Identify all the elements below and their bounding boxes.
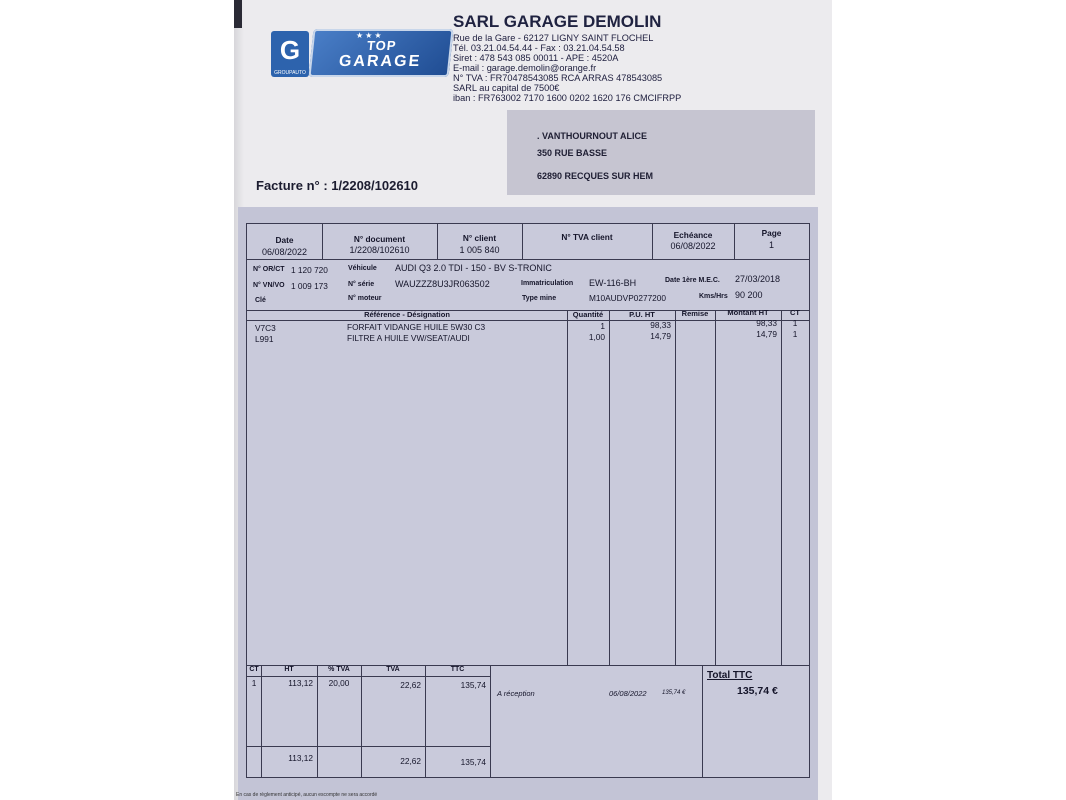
tax-tva-value: 22,62 (400, 680, 421, 690)
customer-street: 350 RUE BASSE (537, 148, 608, 158)
date-label: Date (275, 235, 294, 245)
due-value: 06/08/2022 (670, 241, 716, 251)
line-pu: 98,33 (650, 320, 671, 330)
doc-value: 1/2208/102610 (349, 245, 410, 255)
header-bottom-line (247, 259, 809, 260)
col-ref-header: Référence - Désignation (364, 310, 450, 319)
tax-tva-label: TVA (386, 666, 400, 673)
customer-name: . VANTHOURNOUT ALICE (537, 131, 647, 141)
client-value: 1 005 840 (459, 245, 500, 255)
kms-value: 90 200 (735, 290, 763, 300)
immat-value: EW-116-BH (589, 278, 637, 288)
line-montant: 14,79 (756, 329, 777, 339)
col-montant-header: Montant HT (727, 308, 769, 317)
tax-sep (490, 665, 491, 777)
company-iban: iban : FR763002 7170 1600 0202 1620 176 CMCIFRPP (453, 93, 682, 103)
company-address: Rue de la Gare - 62127 LIGNY SAINT FLOCHEL (453, 33, 654, 43)
reception-date: 06/08/2022 (609, 689, 647, 698)
invoice-title: Facture n° : 1/2208/102610 (256, 178, 419, 193)
company-email: E-mail : garage.demolin@orange.fr (453, 63, 597, 73)
company-name: SARL GARAGE DEMOLIN (453, 12, 662, 31)
logo-line2: GARAGE (338, 53, 423, 70)
line-montant: 98,33 (756, 318, 777, 328)
mine-label: Type mine (522, 295, 557, 302)
tax-sum-ttc: 135,74 (460, 757, 486, 767)
vn-value: 1 009 173 (291, 281, 328, 291)
company-capital: SARL au capital de 7500€ (453, 83, 560, 93)
tax-ht-label: HT (284, 666, 294, 673)
line-ref: L991 (255, 334, 274, 344)
vehicle-value: AUDI Q3 2.0 TDI - 150 - BV S-TRONIC (395, 263, 552, 273)
total-ttc-value: 135,74 € (737, 685, 778, 697)
reception-amount: 135,74 € (662, 690, 686, 696)
client-label: N° client (462, 233, 497, 243)
col-sep-ct (781, 310, 782, 665)
cle-label: Clé (255, 297, 266, 304)
vehicle-label: Véhicule (348, 265, 377, 272)
col-sep-remise (675, 310, 676, 665)
company-siret: Siret : 478 543 085 00011 - APE : 4520A (453, 53, 619, 63)
date-value: 06/08/2022 (261, 247, 308, 257)
reception-label: A réception (497, 689, 535, 698)
logo-stars-icon: ★★★ (356, 31, 384, 40)
total-ttc-label: Total TTC (707, 670, 753, 681)
tax-ct-value: 1 (251, 678, 257, 688)
tax-sum-tva: 22,62 (400, 756, 421, 766)
tax-ct-label: CT (249, 666, 259, 673)
col-sep-qty (567, 310, 568, 665)
immat-label: Immatriculation (521, 280, 574, 287)
tax-pct-value: 20,00 (328, 678, 350, 688)
groupauto-logo (271, 31, 309, 77)
line-qty: 1 (600, 321, 605, 331)
tax-header-bottom (247, 676, 490, 677)
logo-badge-letter: G (279, 35, 301, 65)
logo-badge-sub: GROUPAUTO (274, 70, 306, 76)
col-sep-montant (715, 310, 716, 665)
col-sep-pu (609, 310, 610, 665)
col-remise-header: Remise (681, 309, 709, 318)
company-tva: N° TVA : FR70478543085 RCA ARRAS 478543085 (453, 73, 663, 83)
serie-label: N° série (348, 281, 375, 288)
page-value: 1 (768, 240, 774, 250)
mec-value: 27/03/2018 (735, 274, 781, 284)
vn-label: N° VN/VO (253, 282, 285, 289)
customer-city: 62890 RECQUES SUR HEM (537, 171, 654, 181)
invoice-grid (246, 223, 810, 778)
line-designation: FORFAIT VIDANGE HUILE 5W30 C3 (347, 322, 486, 332)
line-pu: 14,79 (650, 331, 671, 341)
tax-ttc-label: TTC (450, 666, 465, 673)
line-ref: V7C3 (255, 323, 276, 333)
tva-client-label: N° TVA client (561, 232, 613, 242)
mec-label: Date 1ère M.E.C. (665, 277, 720, 284)
doc-label: N° document (353, 234, 406, 244)
tax-ht-value: 113,12 (288, 678, 313, 688)
line-ct: 1 (792, 329, 798, 339)
line-ct: 1 (792, 318, 798, 328)
kms-label: Kms/Hrs (699, 293, 728, 300)
total-sep (702, 665, 703, 777)
footer-fine-print: En cas de règlement anticipé, aucun escompte ne sera accordé (236, 792, 378, 798)
logo-line1: TOP (366, 38, 398, 53)
serie-value: WAUZZZ8U3JR063502 (395, 279, 490, 289)
tax-sum-line (247, 746, 490, 747)
background-corner (234, 0, 242, 28)
due-label: Echéance (673, 230, 713, 240)
col-qty-header: Quantité (572, 310, 604, 319)
tax-ttc-value: 135,74 (460, 680, 486, 690)
moteur-label: N° moteur (348, 295, 382, 302)
or-label: N° OR/CT (253, 266, 285, 273)
tax-pct-label: % TVA (328, 666, 350, 673)
col-ct-header: CT (790, 308, 800, 317)
company-phone: Tél. 03.21.04.54.44 - Fax : 03.21.04.54.58 (453, 43, 625, 53)
or-value: 1 120 720 (291, 265, 328, 275)
tax-sum-ht: 113,12 (288, 753, 313, 763)
page-label: Page (761, 228, 782, 238)
line-qty: 1,00 (588, 332, 605, 342)
mine-value: M10AUDVP0277200 (589, 293, 667, 303)
col-pu-header: P.U. HT (629, 310, 655, 319)
line-designation: FILTRE A HUILE VW/SEAT/AUDI (347, 333, 470, 343)
